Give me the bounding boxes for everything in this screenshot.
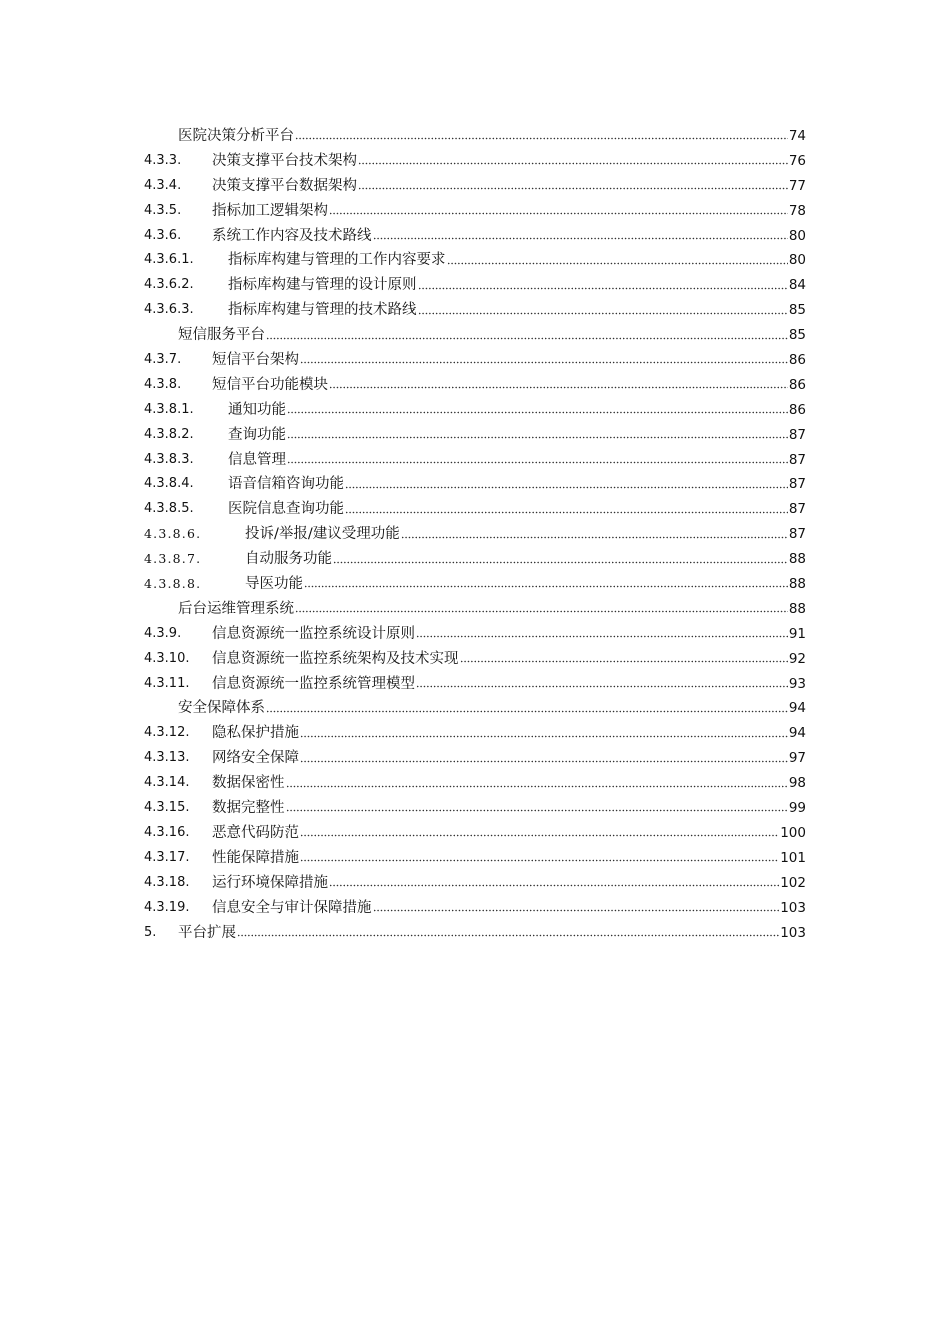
toc-entry-number: 4.3.13. — [144, 750, 190, 766]
toc-entry-number: 4.3.6.2. — [144, 277, 194, 293]
toc-entry-number: 4.3.6.1. — [144, 252, 194, 268]
toc-entry[interactable] — [144, 423, 806, 448]
table-of-contents — [144, 124, 806, 945]
dot-leader — [287, 434, 788, 442]
dot-leader — [345, 483, 788, 491]
dot-leader — [286, 782, 788, 790]
toc-entry-number: 4.3.5. — [144, 202, 182, 218]
toc-entry-title: 短信平台功能模块 — [212, 376, 328, 393]
toc-entry-number: 4.3.6. — [144, 227, 182, 243]
toc-entry-title: 投诉/举报/建议受理功能 — [245, 526, 400, 543]
toc-entry-number: 4.3.9. — [144, 625, 182, 641]
toc-entry-page-number: 78 — [788, 202, 806, 219]
toc-entry-title: 性能保障措施 — [212, 849, 299, 866]
toc-entry[interactable] — [144, 174, 806, 199]
toc-entry[interactable] — [144, 348, 806, 373]
toc-entry-number: 4.3.8.5. — [144, 501, 194, 517]
dot-leader — [418, 309, 788, 317]
toc-entry[interactable] — [144, 398, 806, 423]
dot-leader — [300, 857, 779, 865]
toc-entry-page-number: 88 — [788, 600, 806, 617]
toc-entry-page-number: 93 — [788, 675, 806, 692]
toc-entry[interactable] — [144, 124, 806, 149]
dot-leader — [418, 284, 788, 292]
toc-entry-page-number: 94 — [788, 700, 806, 717]
toc-entry-title: 决策支撑平台数据架构 — [212, 177, 357, 194]
toc-entry-title: 语音信箱咨询功能 — [228, 476, 344, 493]
toc-entry-title: 导医功能 — [245, 576, 303, 593]
toc-entry[interactable] — [144, 921, 806, 946]
toc-entry-title: 平台扩展 — [178, 924, 236, 941]
toc-entry-number: 4.3.12. — [144, 725, 190, 741]
dot-leader — [304, 583, 788, 591]
toc-entry-title: 决策支撑平台技术架构 — [212, 152, 357, 169]
toc-entry-number: 4.3.19. — [144, 899, 190, 915]
toc-entry[interactable] — [144, 298, 806, 323]
dot-leader — [358, 185, 788, 193]
toc-entry-page-number: 87 — [788, 476, 806, 493]
toc-entry-title: 运行环境保障措施 — [212, 874, 328, 891]
toc-entry-page-number: 74 — [788, 128, 806, 144]
dot-leader — [329, 384, 788, 392]
toc-entry-number: 4.3.8.3. — [144, 451, 194, 467]
toc-entry[interactable] — [144, 497, 806, 522]
toc-entry-page-number: 85 — [788, 327, 806, 344]
toc-entry-page-number: 76 — [788, 152, 806, 169]
toc-entry-title: 信息资源统一监控系统设计原则 — [212, 625, 415, 642]
toc-entry-number: 4.3.8.8. — [144, 576, 202, 592]
toc-entry-page-number: 86 — [788, 401, 806, 418]
toc-entry[interactable] — [144, 771, 806, 796]
toc-entry-page-number: 91 — [788, 625, 806, 642]
toc-entry[interactable] — [144, 721, 806, 746]
toc-entry-number: 4.3.8.4. — [144, 476, 194, 492]
toc-entry-number: 4.3.16. — [144, 824, 190, 840]
dot-leader — [329, 882, 779, 890]
toc-entry-title: 短信平台架构 — [212, 352, 299, 369]
toc-entry-number: 4.3.17. — [144, 849, 190, 865]
toc-entry[interactable] — [144, 622, 806, 647]
toc-entry[interactable] — [144, 647, 806, 672]
toc-entry[interactable] — [144, 199, 806, 224]
toc-entry-page-number: 80 — [788, 227, 806, 244]
toc-entry-title: 网络安全保障 — [212, 750, 299, 767]
toc-entry-page-number: 86 — [788, 376, 806, 393]
toc-entry-title: 数据完整性 — [212, 800, 285, 817]
toc-entry-number: 4.3.14. — [144, 775, 190, 791]
toc-entry-title: 后台运维管理系统 — [178, 600, 294, 617]
toc-entry-title: 信息安全与审计保障措施 — [212, 899, 372, 916]
toc-entry-page-number: 92 — [788, 650, 806, 667]
dot-leader — [401, 533, 788, 541]
dot-leader — [416, 633, 788, 641]
dot-leader — [329, 210, 788, 218]
toc-entry[interactable] — [144, 273, 806, 298]
toc-entry[interactable] — [144, 696, 806, 721]
toc-entry[interactable] — [144, 224, 806, 249]
toc-entry-title: 医院决策分析平台 — [178, 128, 294, 144]
toc-entry-number: 4.3.8.6. — [144, 526, 202, 542]
toc-entry-number: 4.3.4. — [144, 177, 182, 193]
toc-entry-number: 4.3.6.3. — [144, 302, 194, 318]
toc-entry-number: 4.3.8.7. — [144, 551, 202, 567]
toc-entry-title: 指标库构建与管理的设计原则 — [228, 277, 417, 294]
dot-leader — [295, 608, 788, 616]
dot-leader — [266, 707, 788, 715]
toc-entry[interactable] — [144, 448, 806, 473]
toc-entry[interactable] — [144, 672, 806, 697]
toc-entry[interactable] — [144, 547, 806, 572]
toc-entry-page-number: 77 — [788, 177, 806, 194]
dot-leader — [287, 458, 788, 466]
toc-entry-title: 医院信息查询功能 — [228, 501, 344, 518]
toc-entry[interactable] — [144, 597, 806, 622]
toc-entry-page-number: 86 — [788, 352, 806, 369]
toc-entry-number: 4.3.18. — [144, 874, 190, 890]
toc-entry-page-number: 85 — [788, 302, 806, 319]
toc-entry-title: 指标加工逻辑架构 — [212, 202, 328, 219]
toc-entry-page-number: 102 — [780, 874, 806, 891]
toc-entry-page-number: 87 — [788, 426, 806, 443]
toc-entry-title: 自动服务功能 — [245, 551, 332, 568]
toc-entry-number: 4.3.8.1. — [144, 401, 194, 417]
dot-leader — [266, 334, 788, 342]
toc-entry-title: 安全保障体系 — [178, 700, 265, 717]
dot-leader — [300, 359, 788, 367]
toc-entry-number: 4.3.7. — [144, 352, 182, 368]
toc-entry-page-number: 87 — [788, 526, 806, 543]
toc-entry[interactable] — [144, 846, 806, 871]
toc-entry-title: 短信服务平台 — [178, 327, 265, 344]
toc-entry[interactable] — [144, 796, 806, 821]
dot-leader — [333, 558, 788, 566]
toc-entry[interactable] — [144, 248, 806, 273]
toc-entry-page-number: 99 — [788, 800, 806, 817]
dot-leader — [286, 807, 788, 815]
toc-entry-title: 指标库构建与管理的工作内容要求 — [228, 252, 446, 269]
toc-entry-page-number: 97 — [788, 750, 806, 767]
dot-leader — [373, 907, 780, 915]
dot-leader — [358, 160, 788, 168]
toc-entry[interactable] — [144, 522, 806, 547]
toc-entry[interactable] — [144, 323, 806, 348]
dot-leader — [373, 234, 788, 242]
toc-entry-page-number: 87 — [788, 501, 806, 518]
toc-entry[interactable] — [144, 472, 806, 497]
toc-entry-number: 4.3.3. — [144, 152, 182, 168]
toc-entry-title: 指标库构建与管理的技术路线 — [228, 302, 417, 319]
dot-leader — [447, 259, 788, 267]
dot-leader — [237, 931, 779, 939]
toc-entry-page-number: 103 — [780, 899, 806, 916]
toc-entry-title: 恶意代码防范 — [212, 824, 299, 841]
toc-entry-page-number: 80 — [788, 252, 806, 269]
toc-entry[interactable] — [144, 373, 806, 398]
toc-entry[interactable] — [144, 572, 806, 597]
toc-entry-number: 4.3.10. — [144, 650, 190, 666]
toc-entry-title: 信息资源统一监控系统架构及技术实现 — [212, 650, 459, 667]
toc-entry-page-number: 101 — [780, 849, 806, 866]
dot-leader — [460, 658, 788, 666]
toc-entry-page-number: 88 — [788, 576, 806, 593]
dot-leader — [287, 409, 788, 417]
toc-entry-number: 4.3.8.2. — [144, 426, 194, 442]
toc-entry-page-number: 88 — [788, 551, 806, 568]
toc-entry-title: 数据保密性 — [212, 775, 285, 792]
toc-entry-title: 隐私保护措施 — [212, 725, 299, 742]
toc-entry[interactable] — [144, 871, 806, 896]
toc-entry-title: 信息管理 — [228, 451, 286, 468]
dot-leader — [300, 757, 788, 765]
toc-entry[interactable] — [144, 896, 806, 921]
toc-entry-page-number: 103 — [780, 924, 806, 941]
dot-leader — [300, 832, 779, 840]
dot-leader — [416, 682, 788, 690]
toc-entry-title: 系统工作内容及技术路线 — [212, 227, 372, 244]
dot-leader — [300, 732, 788, 740]
toc-entry[interactable] — [144, 149, 806, 174]
toc-entry-title: 通知功能 — [228, 401, 286, 418]
toc-entry-title: 查询功能 — [228, 426, 286, 443]
toc-entry-number: 4.3.15. — [144, 800, 190, 816]
toc-entry-page-number: 100 — [780, 824, 806, 841]
toc-entry[interactable] — [144, 746, 806, 771]
dot-leader — [345, 508, 788, 516]
toc-entry-page-number: 98 — [788, 775, 806, 792]
toc-entry-title: 信息资源统一监控系统管理模型 — [212, 675, 415, 692]
toc-entry-page-number: 84 — [788, 277, 806, 294]
toc-entry-number: 5. — [144, 924, 157, 940]
toc-entry-page-number: 87 — [788, 451, 806, 468]
toc-entry-number: 4.3.11. — [144, 675, 190, 691]
dot-leader — [295, 135, 788, 143]
toc-entry[interactable] — [144, 821, 806, 846]
toc-entry-number: 4.3.8. — [144, 376, 182, 392]
toc-entry-page-number: 94 — [788, 725, 806, 742]
